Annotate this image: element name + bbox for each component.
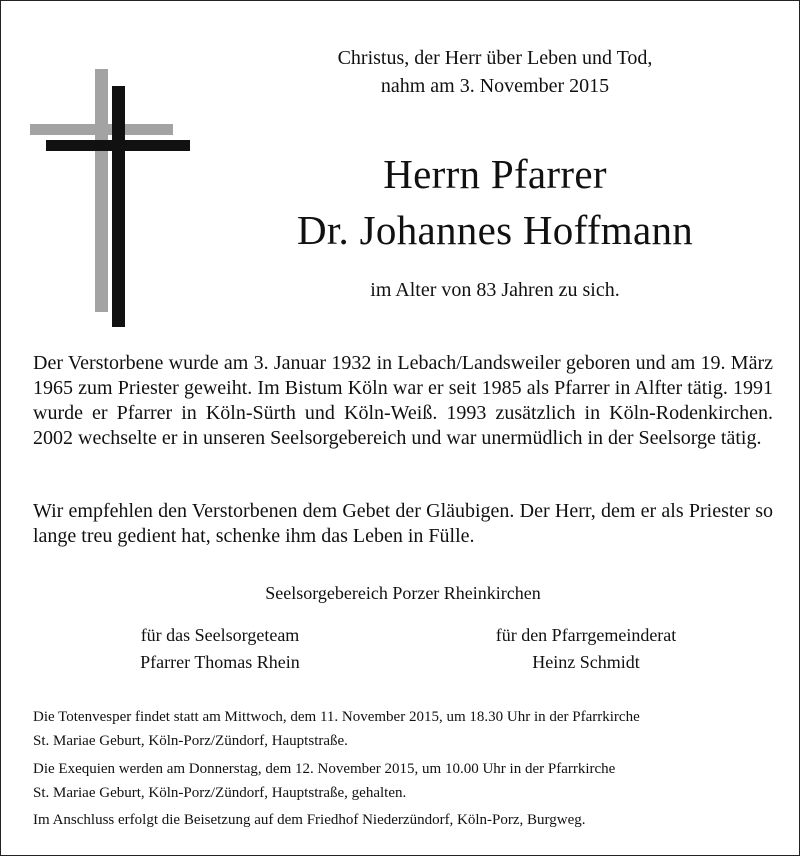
burial-notice-line: Im Anschluss erfolgt die Beisetzung auf dem Friedhof Niederzündorf, Köln-Porz, Burgweg. <box>33 812 586 828</box>
exequies-notice <box>33 757 778 805</box>
organization-name: Seelsorgebereich Porzer Rheinkirchen <box>265 583 541 603</box>
deceased-name-block <box>200 146 790 258</box>
vespers-notice <box>33 705 778 753</box>
exequies-notice-line-2: St. Mariae Geburt, Köln-Porz/Zündorf, Hauptstraße, gehalten. <box>33 785 407 801</box>
signature-left-name: Pfarrer Thomas Rhein <box>140 652 300 672</box>
signature-right <box>436 622 736 676</box>
header-line-2: nahm am 3. November 2015 <box>380 75 610 97</box>
header-line-1: Christus, der Herr über Leben und Tod, <box>337 47 653 69</box>
deceased-name: Dr. Johannes Hoffmann <box>296 207 694 253</box>
header-announcement <box>300 44 690 100</box>
signature-left <box>70 622 370 676</box>
age-line: im Alter von 83 Jahren zu sich. <box>370 279 620 301</box>
signature-right-role: für den Pfarrgemeinderat <box>495 625 677 645</box>
deceased-title: Herrn Pfarrer <box>383 151 607 197</box>
signature-right-name: Heinz Schmidt <box>532 652 640 672</box>
vespers-notice-line-1: Die Totenvesper findet statt am Mittwoch, dem 11. November 2015, um 18.30 Uhr in der Pfarrkirche <box>33 709 640 725</box>
signature-left-role: für das Seelsorgeteam <box>140 625 300 645</box>
exequies-notice-line-1: Die Exequien werden am Donnerstag, dem 12. November 2015, um 10.00 Uhr in der Pfarrkirche <box>33 761 616 777</box>
burial-notice <box>33 808 778 832</box>
vespers-notice-line-2: St. Mariae Geburt, Köln-Porz/Zündorf, Hauptstraße. <box>33 733 348 749</box>
prayer-paragraph: Wir empfehlen den Verstorbenen dem Gebet der Gläubigen. Der Herr, dem er als Priester so lange treu gedient hat, schenke ihm das Leben in Fülle. <box>33 500 773 547</box>
biography-paragraph: Der Verstorbene wurde am 3. Januar 1932 in Lebach/Landsweiler geboren und am 19. März 1965 zum Priester geweiht. Im Bistum Köln war er seit 1985 als Pfarrer in Alfter tätig. 1991 wurde er Pfarrer in Köln-Sürth und Köln-Weiß. 1993 zusätzlich in Köln-Rodenkirchen. 2002 wechselte er in unseren Seelsorgebereich und war unermüdlich in der Seelsorge tätig. <box>33 352 773 449</box>
